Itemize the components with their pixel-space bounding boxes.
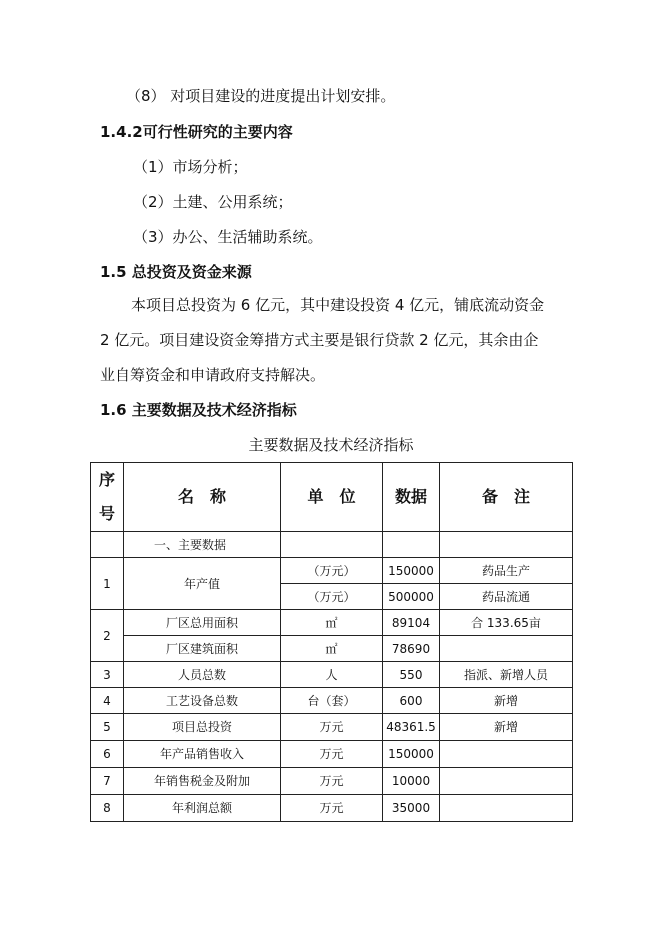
- cell-unit: [281, 532, 383, 558]
- section-heading-1-5: 1.5 总投资及资金来源: [100, 263, 252, 281]
- cell-value: [383, 532, 440, 558]
- cell-value: 89104: [383, 610, 440, 636]
- cell-seq: 8: [91, 795, 124, 822]
- table-row: [91, 741, 573, 768]
- cell-unit: ㎡: [281, 610, 383, 636]
- cell-seq: 3: [91, 662, 124, 688]
- cell-note: [440, 532, 573, 558]
- header-seq-bottom: 号: [98, 504, 115, 523]
- cell-value: 78690: [383, 636, 440, 662]
- cell-note: [440, 741, 573, 768]
- cell-name: 项目总投资: [124, 714, 281, 741]
- cell-name: 人员总数: [124, 662, 281, 688]
- cell-unit: 台（套）: [281, 688, 383, 714]
- cell-note: 合 133.65亩: [440, 610, 573, 636]
- cell-value: 48361.5: [383, 714, 440, 741]
- cell-seq: 6: [91, 741, 124, 768]
- paragraph-line-1: 本项目总投资为 6 亿元，其中建设投资 4 亿元，铺底流动资金: [131, 296, 545, 314]
- table-row: [91, 662, 573, 688]
- header-seq: [91, 463, 124, 532]
- cell-note: 新增: [440, 688, 573, 714]
- cell-seq: 4: [91, 688, 124, 714]
- cell-unit: 万元: [281, 795, 383, 822]
- header-note: 备 注: [440, 463, 573, 532]
- cell-unit: 人: [281, 662, 383, 688]
- table-row: [91, 714, 573, 741]
- cell-name: 年产值: [124, 558, 281, 610]
- section-heading-1-6: 1.6 主要数据及技术经济指标: [100, 401, 297, 419]
- table-header-row: [91, 463, 573, 532]
- cell-seq: [91, 532, 124, 558]
- header-value: 数据: [383, 463, 440, 532]
- section-label: 一、主要数据: [124, 532, 281, 558]
- cell-value: 500000: [383, 584, 440, 610]
- cell-name: 工艺设备总数: [124, 688, 281, 714]
- cell-seq: 5: [91, 714, 124, 741]
- cell-unit: （万元）: [281, 584, 383, 610]
- cell-value: 600: [383, 688, 440, 714]
- cell-value: 150000: [383, 741, 440, 768]
- cell-note: 药品流通: [440, 584, 573, 610]
- cell-value: 150000: [383, 558, 440, 584]
- cell-unit: 万元: [281, 714, 383, 741]
- cell-note: [440, 636, 573, 662]
- cell-unit: 万元: [281, 741, 383, 768]
- table-row: [91, 688, 573, 714]
- table-row: [91, 636, 573, 662]
- cell-name: 厂区建筑面积: [124, 636, 281, 662]
- list-item-8: （8） 对项目建设的进度提出计划安排。: [126, 87, 396, 105]
- table-row: [91, 768, 573, 795]
- header-unit: 单 位: [281, 463, 383, 532]
- table-row: [91, 610, 573, 636]
- indicators-table: [90, 462, 573, 822]
- cell-note: 药品生产: [440, 558, 573, 584]
- cell-name: 年销售税金及附加: [124, 768, 281, 795]
- cell-name: 年利润总额: [124, 795, 281, 822]
- header-name: 名 称: [124, 463, 281, 532]
- table-row: [91, 558, 573, 584]
- cell-value: 10000: [383, 768, 440, 795]
- cell-note: [440, 795, 573, 822]
- list-item-2: （2）土建、公用系统；: [133, 193, 293, 211]
- cell-note: [440, 768, 573, 795]
- cell-name: 年产品销售收入: [124, 741, 281, 768]
- cell-value: 35000: [383, 795, 440, 822]
- table-row: [91, 795, 573, 822]
- table-caption: 主要数据及技术经济指标: [248, 436, 414, 454]
- header-seq-top: 序: [98, 470, 115, 489]
- cell-note: 新增: [440, 714, 573, 741]
- list-item-3: （3）办公、生活辅助系统。: [133, 228, 323, 246]
- cell-value: 550: [383, 662, 440, 688]
- cell-unit: 万元: [281, 768, 383, 795]
- section-heading-1-4-2: 1.4.2可行性研究的主要内容: [100, 123, 293, 141]
- cell-name: 厂区总用面积: [124, 610, 281, 636]
- paragraph-line-3: 业自筹资金和申请政府支持解决。: [100, 366, 326, 384]
- paragraph-line-2: 2 亿元。项目建设资金筹措方式主要是银行贷款 2 亿元，其余由企: [100, 331, 539, 349]
- cell-seq: 7: [91, 768, 124, 795]
- list-item-1: （1）市场分析；: [133, 158, 248, 176]
- cell-seq: 2: [91, 610, 124, 662]
- table-row: [91, 532, 573, 558]
- cell-note: 指派、新增人员: [440, 662, 573, 688]
- cell-unit: （万元）: [281, 558, 383, 584]
- cell-seq: 1: [91, 558, 124, 610]
- cell-unit: ㎡: [281, 636, 383, 662]
